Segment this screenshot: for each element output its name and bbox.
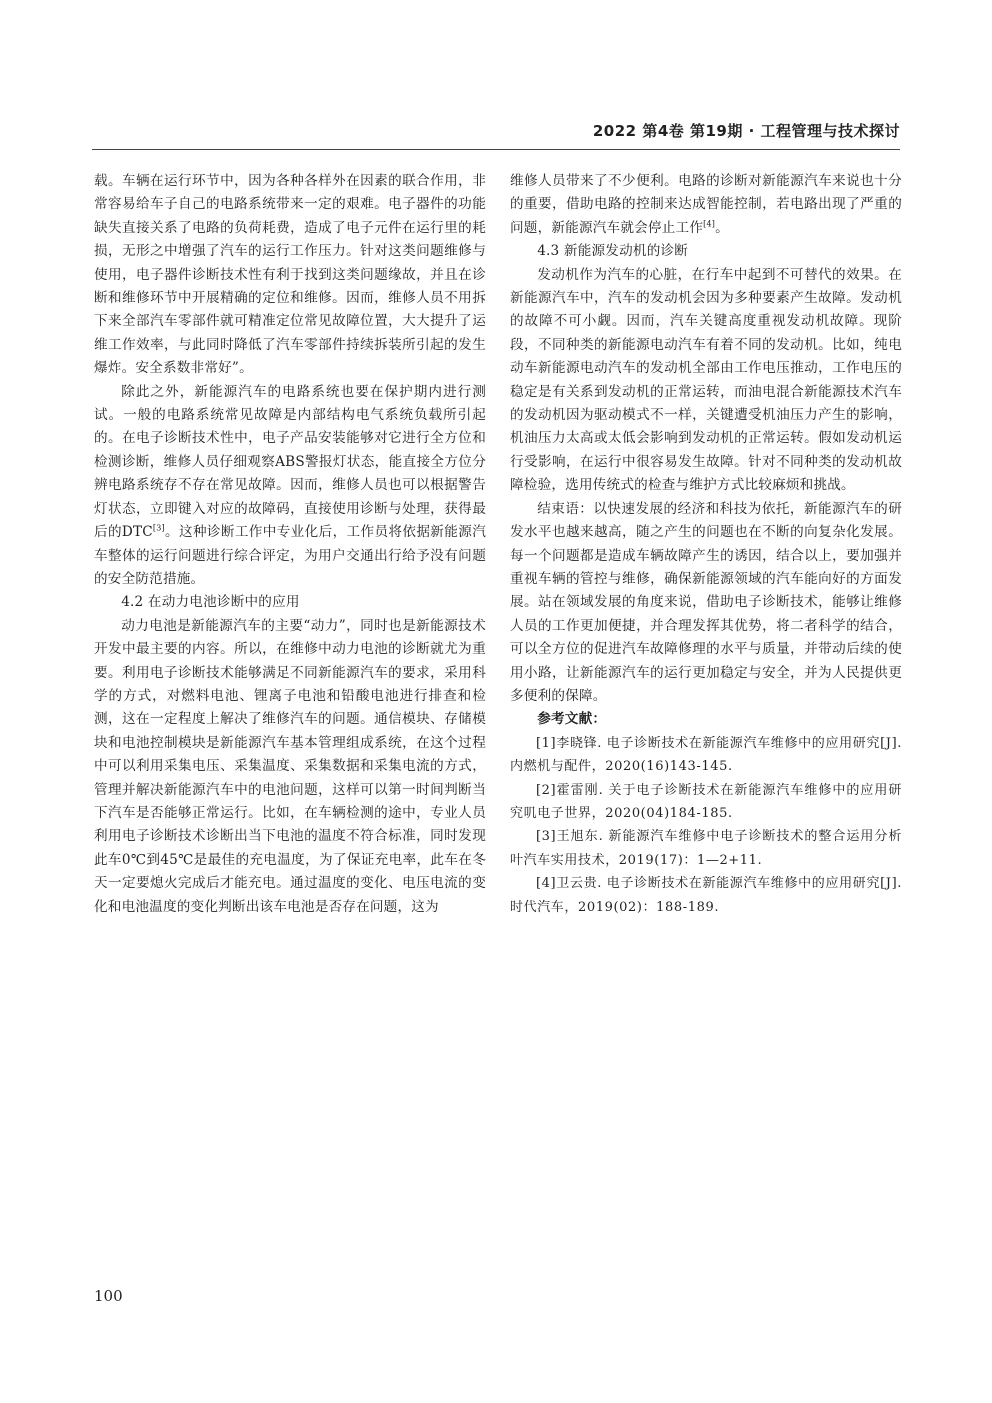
paragraph-text: 除此之外，新能源汽车的电路系统也要在保护期内进行测试。一般的电路系统常见故障是内部结构电气系统负载所引起的。在电子诊断技术性中，电子产品安装能够对它进行全方位和检测诊断，维修人员仔细观察ABS警报灯状态，能直接全方位分辨电路系统存不存在常见故障。因而，维修人员也可以根据警告灯状态，立即键入对应的故障码，直接使用诊断与处理，获得最后的DTC — [94, 383, 486, 541]
reference-item: [3]王旭东. 新能源汽车维修中电子诊断技术的整合运用分析叶汽车实用技术，2019(17)：1—2+11. — [510, 829, 902, 868]
page-number: 100 — [94, 1287, 123, 1305]
section-heading-4-3: 4.3 新能源发动机的诊断 — [537, 243, 689, 260]
references-title: 参考文献： — [537, 711, 607, 728]
running-header: 2022 第4卷 第19期 · 工程管理与技术探讨 — [592, 122, 900, 140]
reference-item: [4]卫云贵. 电子诊断技术在新能源汽车维修中的应用研究[J]. 时代汽车，2019(02)：188-189. — [510, 876, 902, 915]
section-heading-4-2: 4.2 在动力电池诊断中的应用 — [121, 594, 300, 611]
paragraph-continued: 载。车辆在运行环节中，因为各种各样外在因素的联合作用，非常容易给车子自己的电路系统带来一定的艰难。电子器件的功能缺失直接关系了电路的负荷耗费，造成了电子元件在运行里的耗损，无形之中增强了汽车的运行工作压力。针对这类问题维修与使用，电子器件诊断技术性有利于找到这类问题缘故，并且在诊断和维修环节中开展精确的定位和维修。因而，维修人员不用拆下来全部汽车零部件就可精准定位常见故障位置，大大提升了运维工作效率，与此同时降低了汽车零部件持续拆装所引起的发生爆炸。安全系数非常好”。 — [94, 173, 486, 377]
citation-superscript: [3] — [152, 523, 165, 533]
paragraph-battery-diagnosis: 动力电池是新能源汽车的主要“动力”，同时也是新能源技术开发中最主要的内容。所以，在维修中动力电池的诊断就尤为重要。利用电子诊断技术能够满足不同新能源汽车的要求，采用科学的方式，对燃料电池、锂离子电池和铅酸电池进行排查和检测，这在一定程度上解决了维修汽车的问题。通信模块、存储模块和电池控制模块是新能源汽车基本管理组成系统，在这个过程中可以利用采集电压、采集温度、采集数据和采集电流的方式，管理并解决新能源汽车中的电池问题，这样可以第一时间判断当下汽车是否能够正常运行。比如，在车辆检测的途中，专业人员利用电子诊断技术诊断出当下电池的温度不符合标准，同时发现此车0℃到45℃是最佳的充电温度，为了保证充电率，此车在冬天一定要熄火完成后才能充电。通过温度的变化、电压电流的变化和电池温度的变化判断出该车电池是否存在问题，这为 — [94, 617, 486, 915]
paragraph-text: 。 — [715, 219, 729, 236]
right-column — [510, 170, 902, 919]
citation-superscript: [4] — [703, 219, 716, 229]
paragraph-circuit-testing — [94, 381, 486, 592]
paragraph-text: 。这种诊断工作中专业化后，工作员将依据新能源汽车整体的运行问题进行综合评定，为用户交通出行给予没有问题的安全防范措施。 — [94, 524, 486, 587]
paragraph-engine-diagnosis: 发动机作为汽车的心脏，在行车中起到不可替代的效果。在新能源汽车中，汽车的发动机会因为多种要素产生故障。发动机的故障不可小觑。因而，汽车关键高度重视发动机故障。现阶段，不同种类的新能源电动汽车有着不同的发动机。比如，纯电动车新能源电动汽车的发动机全部由工作电压推动，工作电压的稳定是有关系到发动机的正常运转，而油电混合新能源技术汽车的发动机因为驱动模式不一样，关键遭受机油压力产生的影响，机油压力太高或太低会影响到发动机的正常运转。假如发动机运行受影响，在运行中很容易发生故障。针对不同种类的发动机故障检验，选用传统式的检查与维护方式比较麻烦和挑战。 — [510, 266, 902, 494]
reference-item: [2]霍雷刚. 关于电子诊断技术在新能源汽车维修中的应用研究叽电子世界，2020(04)184-185. — [510, 782, 902, 821]
header-rule — [92, 149, 900, 150]
paragraph-text: 维修人员带来了不少便利。电路的诊断对新能源汽车来说也十分的重要，借助电路的控制来达成智能控制，若电路出现了严重的问题，新能源汽车就会停止工作 — [510, 173, 902, 236]
paragraph-continued — [510, 170, 902, 240]
paragraph-conclusion: 结束语：以快速发展的经济和科技为依托，新能源汽车的研发水平也越来越高，随之产生的问题也在不断的向复杂化发展。每一个问题都是造成车辆故障产生的诱因，结合以上，要加强并重视车辆的管控与维修，确保新能源领域的汽车能向好的方面发展。站在领域发展的角度来说，借助电子诊断技术，能够让维修人员的工作更加便捷，并合理发挥其优势，将二者科学的结合，可以全方位的促进汽车故障修理的水平与质量，并带动后续的使用小路，让新能源汽车的运行更加稳定与安全，并为人民提供更多便利的保障。 — [510, 500, 902, 704]
left-column — [94, 170, 486, 919]
reference-item: [1]李晓锋. 电子诊断技术在新能源汽车维修中的应用研究[J]. 内燃机与配件，2020(16)143-145. — [510, 735, 902, 775]
